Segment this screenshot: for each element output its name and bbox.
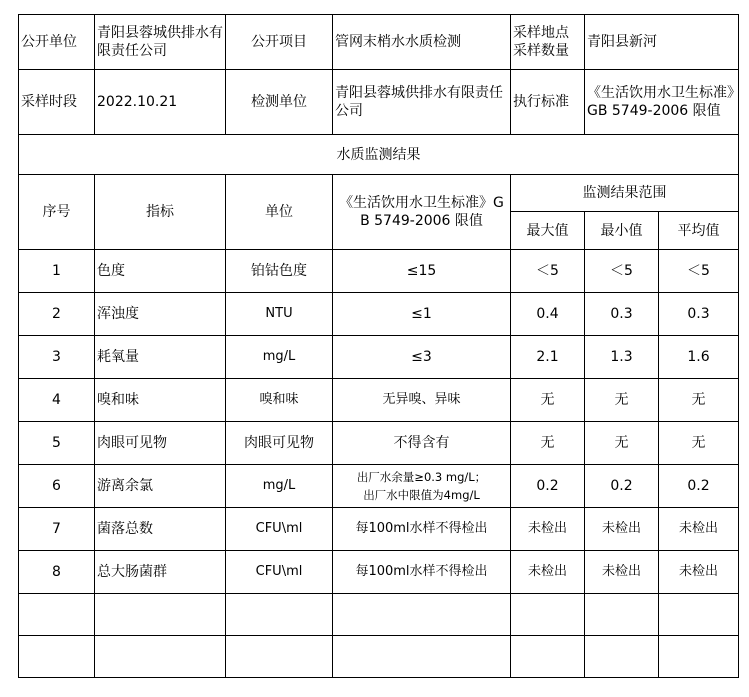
row-max: 未检出 <box>511 551 585 594</box>
table-row <box>19 465 739 508</box>
row-max: 0.4 <box>511 293 585 336</box>
header-max: 最大值 <box>511 212 585 250</box>
row-indicator: 菌落总数 <box>95 508 226 551</box>
row-min: 未检出 <box>585 551 659 594</box>
row-min: ＜5 <box>585 250 659 293</box>
row-unit: mg/L <box>226 336 333 379</box>
row-unit: 肉眼可见物 <box>226 422 333 465</box>
project-label: 公开项目 <box>226 15 333 70</box>
section-title-row <box>19 135 739 175</box>
row-limit: ≤15 <box>333 250 511 293</box>
row-limit: ≤3 <box>333 336 511 379</box>
row-max: 2.1 <box>511 336 585 379</box>
row-indicator: 肉眼可见物 <box>95 422 226 465</box>
row-unit: mg/L <box>226 465 333 508</box>
row-limit: 每100ml水样不得检出 <box>333 508 511 551</box>
row-indicator: 嗅和味 <box>95 379 226 422</box>
row-min: 1.3 <box>585 336 659 379</box>
table-row <box>19 336 739 379</box>
row-max: ＜5 <box>511 250 585 293</box>
table-row <box>19 293 739 336</box>
empty-row <box>19 636 739 678</box>
project-value: 管网末梢水水质检测 <box>333 15 511 70</box>
row-avg: 无 <box>659 422 739 465</box>
row-max: 无 <box>511 379 585 422</box>
standard-label: 执行标准 <box>511 70 585 135</box>
table-row <box>19 379 739 422</box>
row-min: 0.2 <box>585 465 659 508</box>
row-min: 无 <box>585 379 659 422</box>
row-indicator: 游离余氯 <box>95 465 226 508</box>
header-min: 最小值 <box>585 212 659 250</box>
lab-value: 青阳县蓉城供排水有限责任公司 <box>333 70 511 135</box>
table-row <box>19 508 739 551</box>
row-unit: CFU\ml <box>226 508 333 551</box>
row-min: 0.3 <box>585 293 659 336</box>
row-limit: ≤1 <box>333 293 511 336</box>
row-limit: 无异嗅、异味 <box>333 379 511 422</box>
row-min: 无 <box>585 422 659 465</box>
row-avg: 无 <box>659 379 739 422</box>
site-value: 青阳县新河 <box>585 15 739 70</box>
row-no: 7 <box>19 508 95 551</box>
row-limit-line-1: 出厂水余量≥0.3 mg/L； <box>356 470 487 484</box>
row-indicator: 色度 <box>95 250 226 293</box>
row-no: 3 <box>19 336 95 379</box>
row-avg: 0.2 <box>659 465 739 508</box>
row-indicator: 浑浊度 <box>95 293 226 336</box>
row-max: 无 <box>511 422 585 465</box>
header-limit: 《生活饮用水卫生标准》GB 5749-2006 限值 <box>333 175 511 250</box>
info-row-2 <box>19 70 739 135</box>
row-limit: 每100ml水样不得检出 <box>333 551 511 594</box>
header-row-1 <box>19 175 739 212</box>
row-no: 5 <box>19 422 95 465</box>
row-unit: 铂钴色度 <box>226 250 333 293</box>
row-unit: CFU\ml <box>226 551 333 594</box>
section-title: 水质监测结果 <box>19 135 739 175</box>
site-label: 采样地点采样数量 <box>511 15 585 70</box>
row-no: 4 <box>19 379 95 422</box>
lab-label: 检测单位 <box>226 70 333 135</box>
time-value: 2022.10.21 <box>95 70 226 135</box>
row-min: 未检出 <box>585 508 659 551</box>
empty-row <box>19 594 739 636</box>
header-range: 监测结果范围 <box>511 175 739 212</box>
header-indicator: 指标 <box>95 175 226 250</box>
row-avg: 1.6 <box>659 336 739 379</box>
publisher-label: 公开单位 <box>19 15 95 70</box>
row-limit-line-2: 出厂水中限值为4mg/L <box>363 488 480 502</box>
row-avg: ＜5 <box>659 250 739 293</box>
time-label: 采样时段 <box>19 70 95 135</box>
row-avg: 未检出 <box>659 508 739 551</box>
publisher-value: 青阳县蓉城供排水有限责任公司 <box>95 15 226 70</box>
row-limit <box>333 465 511 508</box>
row-avg: 未检出 <box>659 551 739 594</box>
info-row-1 <box>19 15 739 70</box>
row-unit: NTU <box>226 293 333 336</box>
standard-value: 《生活饮用水卫生标准》GB 5749-2006 限值 <box>585 70 739 135</box>
header-avg: 平均值 <box>659 212 739 250</box>
row-no: 2 <box>19 293 95 336</box>
row-indicator: 耗氧量 <box>95 336 226 379</box>
header-no: 序号 <box>19 175 95 250</box>
row-no: 1 <box>19 250 95 293</box>
water-quality-table <box>18 14 739 678</box>
row-max: 0.2 <box>511 465 585 508</box>
header-unit: 单位 <box>226 175 333 250</box>
row-max: 未检出 <box>511 508 585 551</box>
row-no: 6 <box>19 465 95 508</box>
row-no: 8 <box>19 551 95 594</box>
table-row <box>19 422 739 465</box>
row-avg: 0.3 <box>659 293 739 336</box>
row-unit: 嗅和味 <box>226 379 333 422</box>
row-indicator: 总大肠菌群 <box>95 551 226 594</box>
row-limit: 不得含有 <box>333 422 511 465</box>
table-row <box>19 551 739 594</box>
table-row <box>19 250 739 293</box>
